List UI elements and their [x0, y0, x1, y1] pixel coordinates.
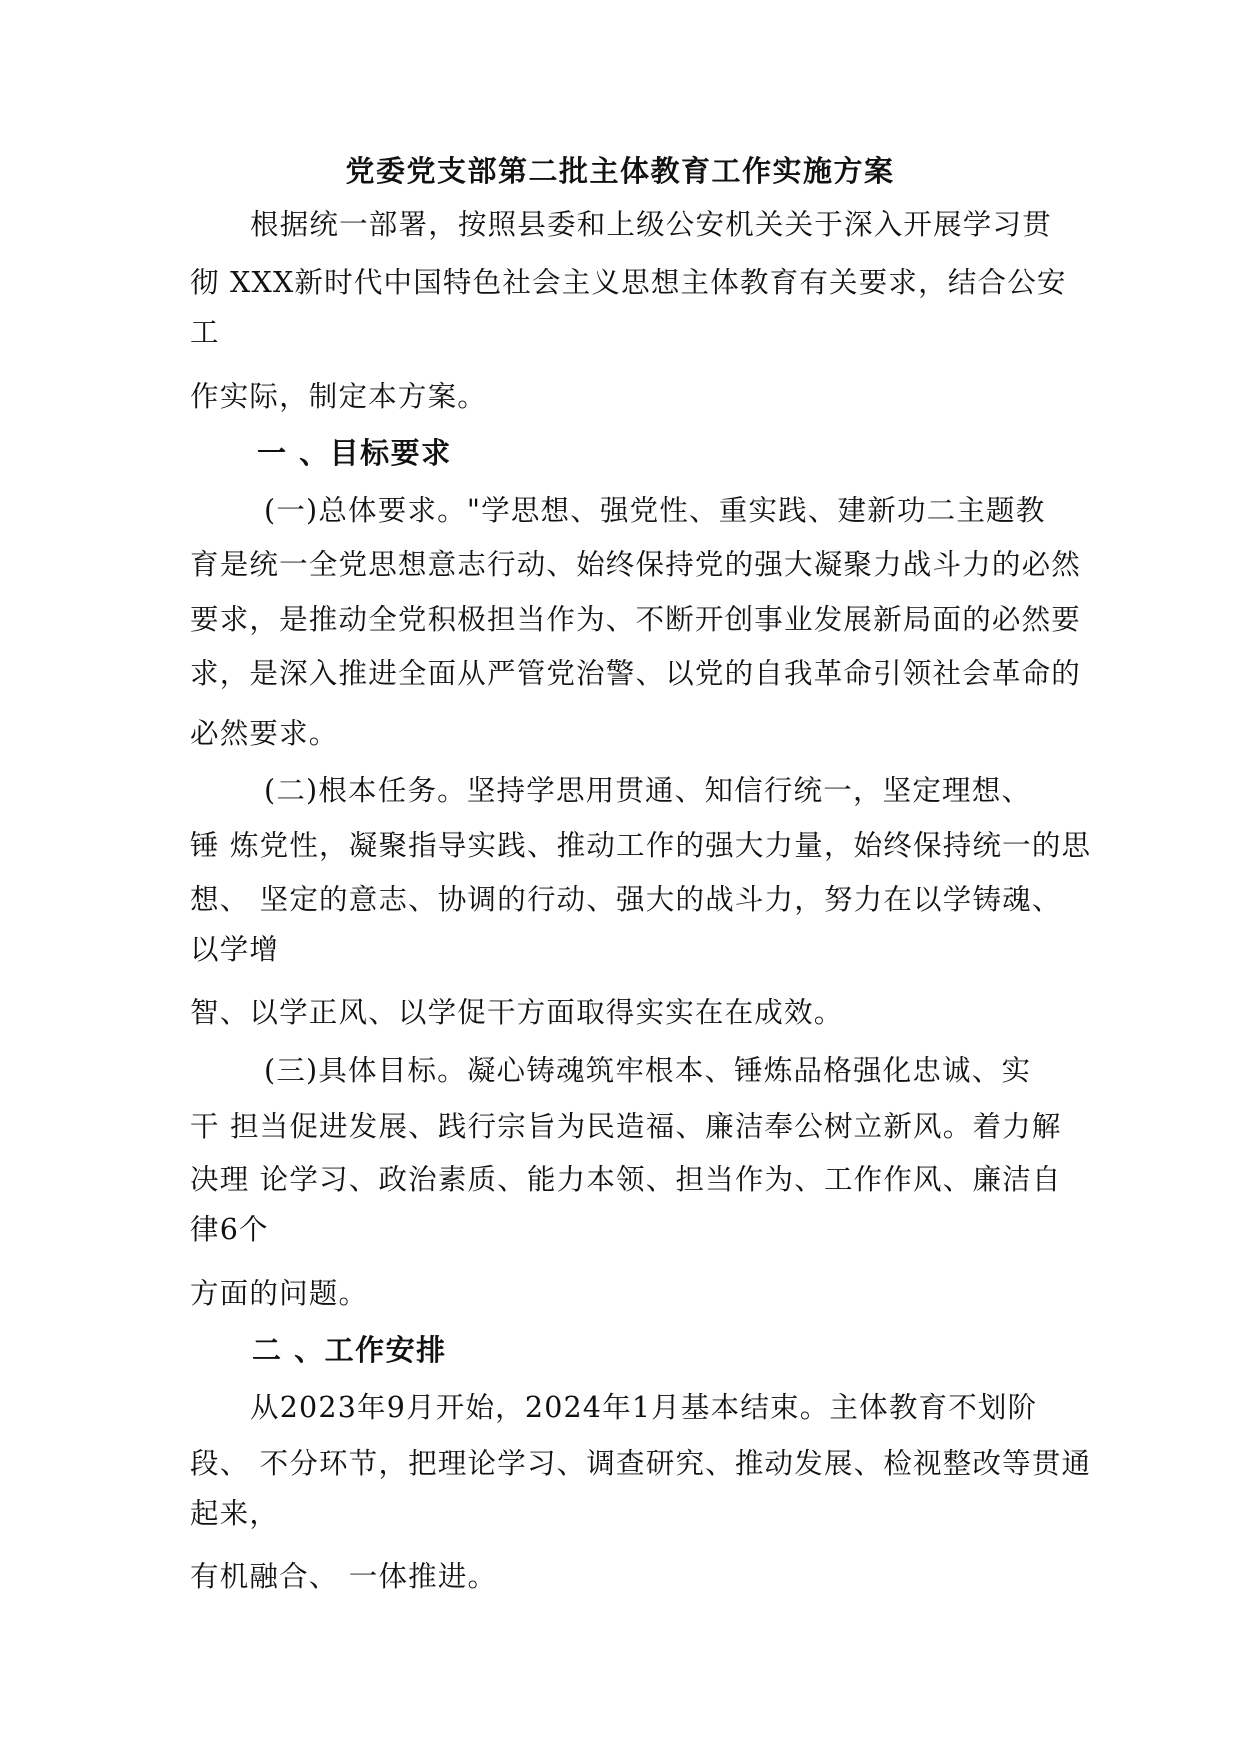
paragraph-line: 起来，	[190, 1497, 280, 1530]
paragraph-line: 育是统一全党思想意志行动、始终保持党的强大凝聚力战斗力的必然	[190, 548, 1082, 581]
paragraph-line: 想、 坚定的意志、协调的行动、强大的战斗力，努力在以学铸魂、	[190, 883, 1062, 916]
paragraph-line: (二)根本任务。坚持学思用贯通、知信行统一，坚定理想、	[264, 774, 1032, 807]
intro-line: 作实际，制定本方案。	[190, 380, 488, 413]
paragraph-line: 智、以学正风、以学促干方面取得实实在在成效。	[190, 996, 844, 1029]
paragraph-line: 要求，是推动全党积极担当作为、不断开创事业发展新局面的必然要	[190, 603, 1082, 636]
paragraph-line: 段、 不分环节，把理论学习、调查研究、推动发展、检视整改等贯通	[190, 1447, 1092, 1480]
section-heading: 一 、目标要求	[257, 436, 452, 470]
paragraph-line: 必然要求。	[190, 717, 339, 750]
intro-line: 工	[190, 316, 220, 349]
paragraph-line: 以学增	[190, 933, 280, 966]
section-heading: 二 、工作安排	[252, 1333, 447, 1367]
paragraph-line: 有机融合、 一体推进。	[190, 1560, 498, 1593]
paragraph-line: 求，是深入推进全面从严管党治警、以党的自我革命引领社会革命的	[190, 657, 1082, 690]
paragraph-line: 从2023年9月开始，2024年1月基本结束。主体教育不划阶	[250, 1391, 1038, 1424]
document-title: 党委党支部第二批主体教育工作实施方案	[345, 154, 895, 188]
paragraph-line: 方面的问题。	[190, 1277, 369, 1310]
paragraph-line: (三)具体目标。凝心铸魂筑牢根本、锤炼品格强化忠诚、实	[264, 1054, 1032, 1087]
intro-line: 根据统一部署，按照县委和上级公安机关关于深入开展学习贯	[250, 208, 1052, 241]
paragraph-line: 锤 炼党性，凝聚指导实践、推动工作的强大力量，始终保持统一的思	[190, 829, 1092, 862]
paragraph-line: 律6个	[190, 1213, 269, 1246]
paragraph-line: 决理 论学习、政治素质、能力本领、担当作为、工作作风、廉洁自	[190, 1163, 1062, 1196]
paragraph-line: 干 担当促进发展、践行宗旨为民造福、廉洁奉公树立新风。着力解	[190, 1110, 1062, 1143]
intro-line: 彻 XXX新时代中国特色社会主义思想主体教育有关要求，结合公安	[190, 266, 1067, 299]
paragraph-line: (一)总体要求。"学思想、强党性、重实践、建新功二主题教	[264, 494, 1046, 527]
